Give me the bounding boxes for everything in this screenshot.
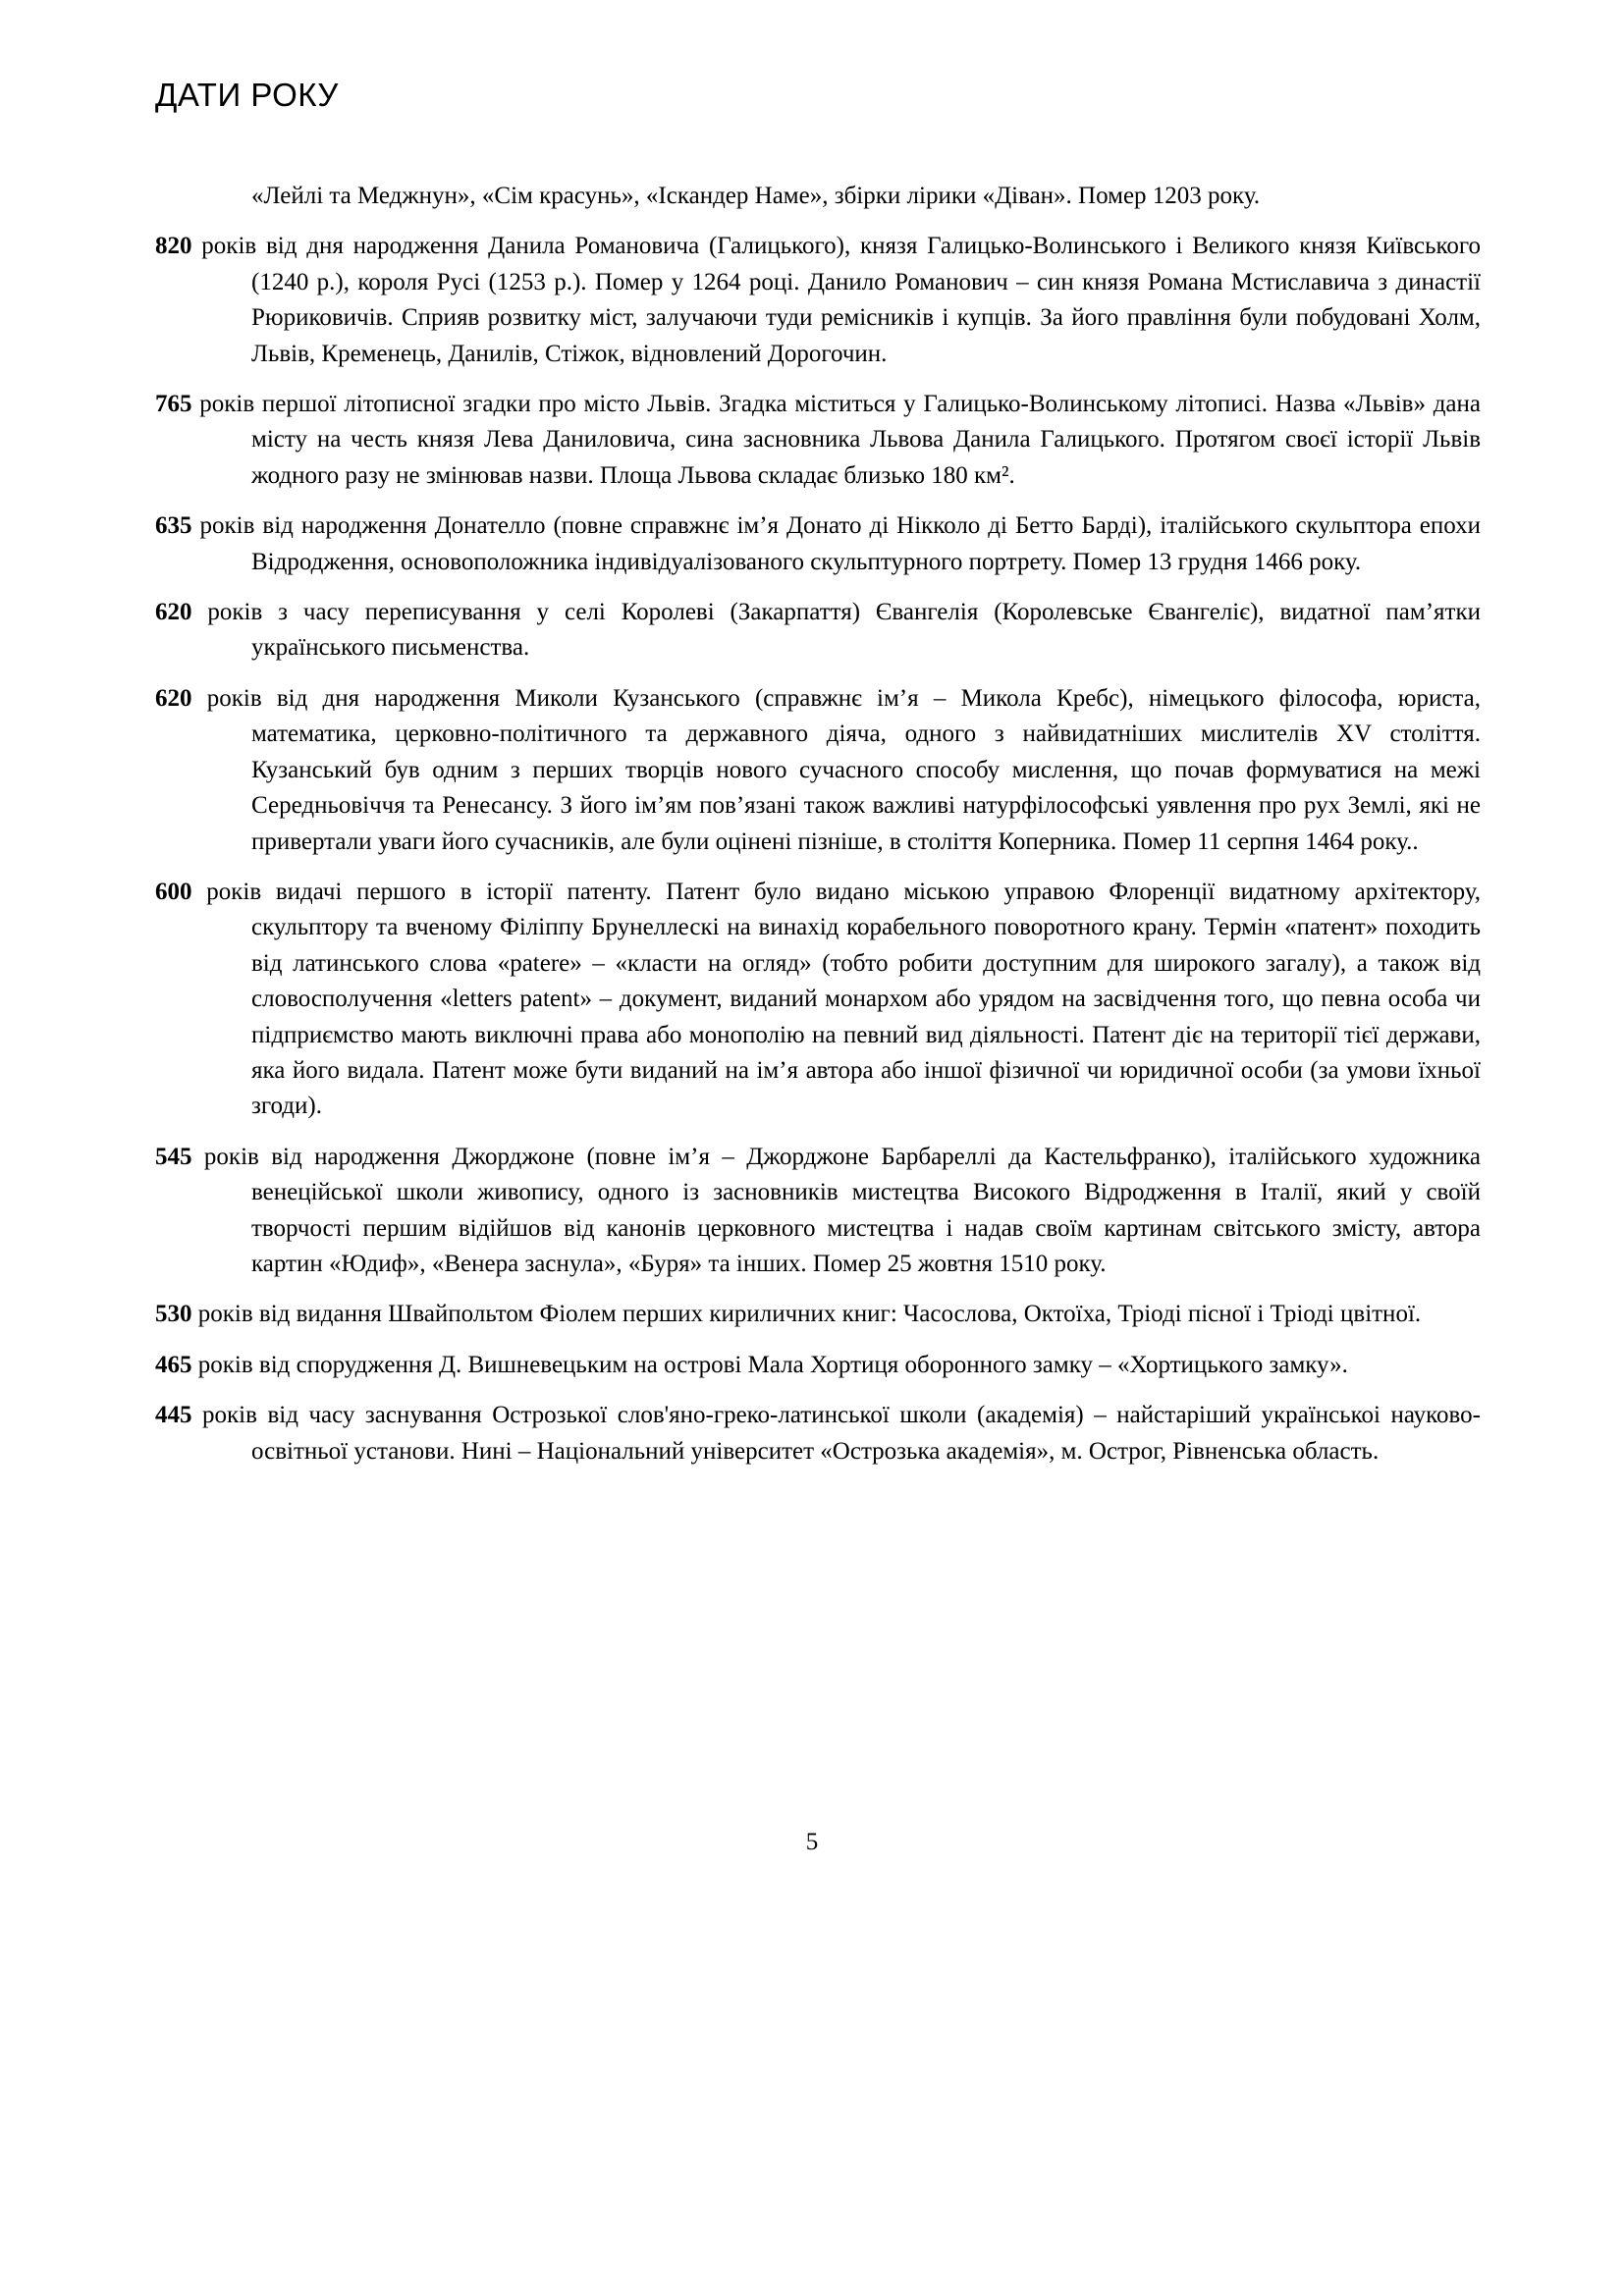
- anniversary-years: 635: [155, 512, 192, 540]
- anniversary-list: [155, 229, 1481, 1469]
- anniversary-entry: [155, 1140, 1481, 1283]
- anniversary-entry: [155, 1297, 1481, 1332]
- anniversary-years: 465: [155, 1351, 192, 1378]
- anniversary-text: років від дня народження Данила Романовича (Галицького), князя Галицько-Волинського і Великого князя Київського (1240 р.), короля Русі (1253 р.). Помер у 1264 році. Данило Романович – син князя Романа Мстиславича з династії Рюриковичів. Сприяв розвитку міст, залучаючи туди ремісників і купців. За його правління були побудовані Холм, Львів, Кременець, Данилів, Стіжок, відновлений Дорогочин.: [201, 233, 1482, 367]
- anniversary-years: 765: [155, 391, 192, 418]
- page-header-title: ДАТИ РОКУ: [155, 77, 339, 113]
- anniversary-entry: [155, 1348, 1481, 1383]
- anniversary-text: років першої літописної згадки про місто Львів. Згадка міститься у Галицько-Волинському літописі. Назва «Львів» дана місту на честь князя Лева Даниловича, сина засновника Львова Данила Галицького. Протягом своєї історії Львів жодного разу не змінював назви. Площа Львова складає близько 180 км².: [199, 391, 1481, 489]
- document-body: [155, 179, 1481, 1484]
- page-number: 5: [805, 1829, 819, 1855]
- anniversary-entry: [155, 508, 1481, 580]
- anniversary-text: років від народження Донателло (повне справжнє ім’я Донато ді Нікколо ді Бетто Барді), італійського скульптора епохи Відродження, основоположника індивідуалізованого скульптурного портрету. Помер 13 грудня 1466 року.: [199, 512, 1482, 575]
- anniversary-text: років з часу переписування у селі Королеві (Закарпаття) Євангелія (Королевське Євангеліє), видатної пам’ятки українського письменства.: [207, 599, 1481, 662]
- anniversary-years: 445: [155, 1402, 192, 1429]
- anniversary-years: 620: [155, 684, 192, 712]
- anniversary-entry: [155, 229, 1481, 372]
- anniversary-years: 545: [155, 1143, 192, 1170]
- anniversary-entry: [155, 387, 1481, 494]
- anniversary-entry: [155, 875, 1481, 1125]
- continuation-paragraph: «Лейлі та Меджнун», «Сім красунь», «Іскандер Наме», збірки лірики «Діван». Помер 1203 року.: [251, 183, 1261, 209]
- anniversary-years: 600: [155, 878, 192, 905]
- anniversary-years: 620: [155, 599, 192, 626]
- anniversary-text: років від дня народження Миколи Кузанського (справжнє ім’я – Микола Кребс), німецького філософа, юриста, математика, церковно-політичного та державного діяча, одного з найвидатніших мислителів XV століття. Кузанський був одним з перших творців нового сучасного способу мислення, що почав формуватися на межі Середньовіччя та Ренесансу. З його ім’ям пов’язані також важливі натурфілософські уявлення про рух Землі, які не привертали уваги його сучасників, але були оцінені пізніше, в століття Коперника. Помер 11 серпня 1464 року..: [206, 684, 1481, 855]
- anniversary-years: 820: [155, 233, 192, 260]
- anniversary-years: 530: [155, 1301, 192, 1328]
- anniversary-text: років від спорудження Д. Вишневецьким на острові Мала Хортиця оборонного замку – «Хортицького замку».: [197, 1351, 1348, 1378]
- anniversary-text: років від видання Швайпольтом Фіолем перших кириличних книг: Часослова, Октоїха, Тріоді пісної і Тріоді цвітної.: [197, 1301, 1422, 1328]
- anniversary-entry: [155, 681, 1481, 860]
- anniversary-text: років видачі першого в історії патенту. Патент було видано міською управою Флоренції видатному архітектору, скульптору та вченому Філіппу Брунеллескі на винахід корабельного поворотного крану. Термін «патент» походить від латинського слова «patere» – «класти на огляд» (тобто робити доступним для широкого загалу), а також від словосполучення «letters patent» – документ, виданий монархом або урядом на засвідчення того, що певна особа чи підприємство мають виключні права або монополію на певний вид діяльності. Патент діє на території тієї держави, яка його видала. Патент може бути виданий на ім’я автора або іншої фізичної чи юридичної особи (за умови їхньої згоди).: [206, 878, 1482, 1120]
- anniversary-text: років від народження Джорджоне (повне ім’я – Джорджоне Барбареллі да Кастельфранко), італійського художника венеційської школи живопису, одного із засновників мистецтва Високого Відродження в Італії, який у своїй творчості першим відійшов від канонів церковного мистецтва і надав своїм картинам світського змісту, автора картин «Юдиф», «Венера заснула», «Буря» та інших. Помер 25 жовтня 1510 року.: [203, 1143, 1481, 1277]
- anniversary-entry: [155, 595, 1481, 667]
- anniversary-entry: [155, 1398, 1481, 1469]
- anniversary-text: років від часу заснування Острозької слов'яно-греко-латинської школи (академія) – найстаріший українськоі науково-освітньої установи. Нині – Національний університет «Острозька академія», м. Острог, Рівненська область.: [202, 1402, 1481, 1465]
